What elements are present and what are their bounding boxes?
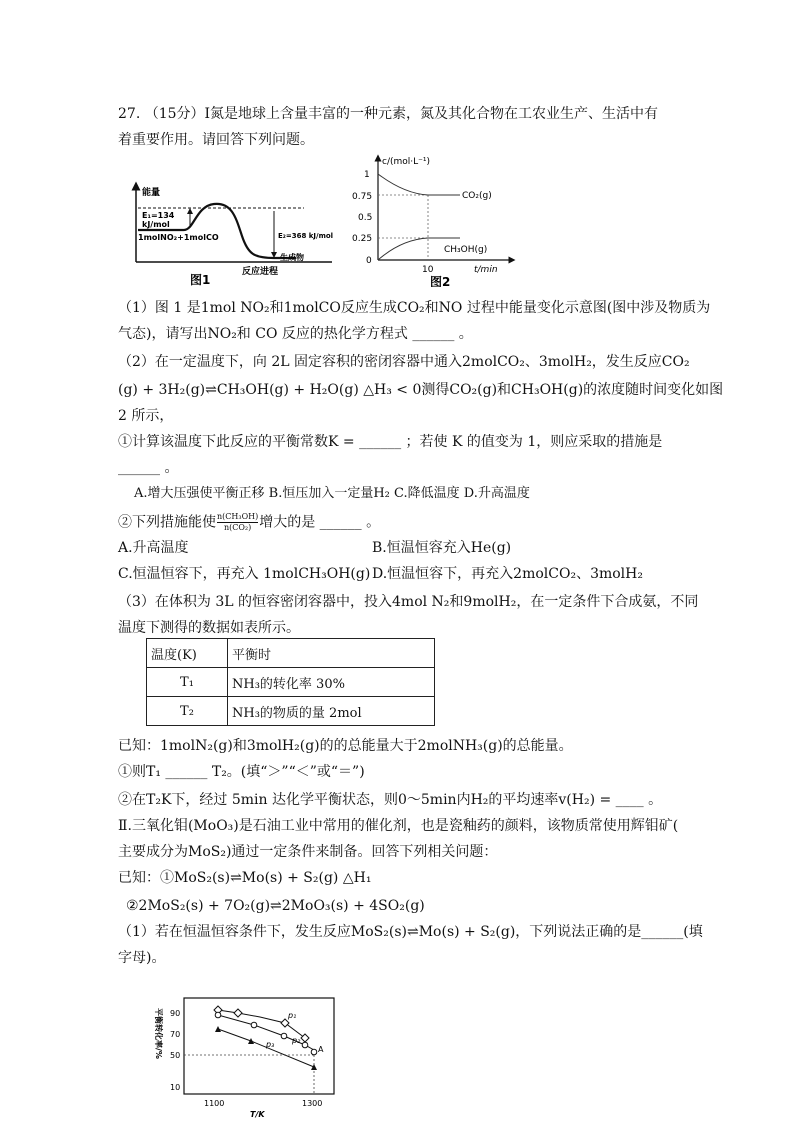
part2-known1: 已知：①MoS₂(s)⇌Mo(s) + S₂(g) △H₁: [118, 870, 372, 886]
table-cell: T₂: [147, 697, 228, 726]
q3-line2: 温度下测得的数据如表所示。: [118, 620, 300, 636]
fig3-y-axis-label: 平衡转化率/%: [154, 1008, 163, 1059]
option-a: A.升高温度: [118, 540, 189, 556]
fig3-x-tick: 1300: [302, 1099, 323, 1108]
fig3-y-tick: 50: [170, 1051, 181, 1060]
fig2-y-tick: 0.25: [352, 234, 373, 244]
part2-line2: 主要成分为MoS₂)通过一定条件来制备。回答下列相关问题：: [118, 844, 498, 860]
q2-line2: (g) + 3H₂(g)⇌CH₃OH(g) + H₂O(g) △H₃ < 0测得CO₂(g)和CH₃OH(g)的浓度随时间变化如图: [118, 382, 724, 398]
question-intro-line1: 27. （15分）Ⅰ氮是地球上含量丰富的一种元素，氮及其化合物在工农业生产、生活中有: [118, 106, 659, 122]
q2-sub1-options: A.增大压强使平衡正移 B.恒压加入一定量H₂ C.降低温度 D.升高温度: [134, 486, 530, 501]
fig3-point-label: A: [318, 1045, 324, 1054]
fig3-y-tick: 70: [170, 1030, 181, 1039]
part2-known2: ②2MoS₂(s) + 7O₂(g)⇌2MoO₃(s) + 4SO₂(g): [126, 898, 425, 914]
fig3-label-p3: p₃: [266, 1040, 275, 1049]
fig1-x-axis-label: 反应进程: [242, 267, 279, 277]
fig1-caption: 图1: [190, 273, 211, 287]
q3-known: 已知：1molN₂(g)和3molH₂(g)的的总能量大于2molNH₃(g)的总能量。: [118, 738, 573, 754]
fig2-y-tick: 0.75: [352, 192, 373, 202]
fig2-y-tick: 0.5: [358, 213, 373, 223]
option-d: D.恒温恒容下，再充入2molCO₂、3molH₂: [372, 566, 643, 582]
table-header-cell: 平衡时: [228, 639, 435, 668]
fig2-caption: 图2: [430, 275, 451, 287]
fig2-x-axis-label: t/min: [474, 265, 498, 275]
q3-line1: （3）在体积为 3L 的恒容密闭容器中，投入4mol N₂和9molH₂，在一定条件下合成氨，不同: [118, 594, 699, 610]
q1-line2: 气态)，请写出NO₂和 CO 反应的热化学方程式 ______ 。: [118, 326, 473, 342]
fig2-y-tick: 0: [366, 256, 372, 266]
q2-sub2-prefix: ②下列措施能使: [118, 514, 216, 531]
equilibrium-data-table: [146, 638, 435, 726]
fig3-label-p1: p₁: [288, 1011, 297, 1020]
table-row: [147, 697, 435, 726]
fig2-co2-label: CO₂(g): [462, 191, 492, 201]
fig1-reactants-label: 1molNO₂+1molCO: [138, 233, 219, 242]
table-cell: T₁: [147, 668, 228, 697]
fig2-ch3oh-label: CH₃OH(g): [444, 245, 488, 255]
part2-q1-line2: 字母)。: [118, 950, 166, 966]
fig2-x-tick: 10: [422, 265, 434, 275]
table-cell: NH₃的物质的量 2mol: [228, 697, 435, 726]
q2-sub2-suffix: 增大的是 ______ 。: [259, 514, 381, 531]
ratio-numerator: n(CH₃OH): [217, 512, 259, 521]
figure-2-concentration-chart: [344, 152, 524, 287]
fig3-y-tick: 10: [170, 1083, 181, 1092]
q2-sub2-question: [118, 512, 380, 533]
figure-1-energy-diagram: [124, 178, 354, 288]
fig1-e1-label: E₁=134: [142, 211, 175, 220]
fig1-e1-unit: kJ/mol: [142, 220, 170, 229]
fig1-y-axis-label: 能量: [142, 188, 161, 198]
ratio-denominator: n(CO₂): [223, 523, 252, 532]
fig3-y-tick: 90: [170, 1009, 181, 1018]
ratio-fraction: [217, 512, 258, 533]
fig2-y-axis-label: c/(mol·L⁻¹): [382, 157, 431, 167]
fig2-y-tick: 1: [364, 170, 370, 180]
part2-q1-line1: （1）若在恒温恒容条件下，发生反应MoS₂(s)⇌Mo(s) + S₂(g)，下列说法正确的是______(填: [118, 924, 703, 940]
q3-sub1: ①则T₁ ______ T₂。(填“＞”“＜”或“＝”): [118, 764, 365, 780]
fig1-products-label: 生成物: [280, 253, 304, 262]
q1-line1: （1）图 1 是1mol NO₂和1molCO反应生成CO₂和NO 过程中能量变化示意图(图中涉及物质为: [118, 300, 711, 316]
fig3-label-p2: p₂: [292, 1036, 301, 1045]
q2-sub1-line1: ①计算该温度下此反应的平衡常数K = ______ ；若使 K 的值变为 1，则应采取的措施是: [118, 434, 663, 450]
fig1-e2-label: E₂=368 kJ/mol: [278, 232, 334, 240]
table-cell: NH₃的转化率 30%: [228, 668, 435, 697]
q2-line3: 2 所示，: [118, 408, 174, 424]
q2-line1: （2）在一定温度下，向 2L 固定容积的密闭容器中通入2molCO₂、3molH₂，发生反应CO₂: [118, 354, 690, 370]
q2-sub1-line2: ______ 。: [118, 460, 179, 476]
option-c: C.恒温恒容下，再充入 1molCH₃OH(g): [118, 566, 371, 582]
table-header-row: [147, 639, 435, 668]
figure-3-conversion-chart: [148, 990, 348, 1120]
part2-line1: Ⅱ.三氧化钼(MoO₃)是石油工业中常用的催化剂，也是瓷釉药的颜料，该物质常使用辉钼矿(: [118, 818, 679, 834]
fig3-x-axis-label: T/K: [250, 1110, 265, 1119]
q3-sub2: ②在T₂K下，经过 5min 达化学平衡状态，则0～5min内H₂的平均速率v(H₂) = ____ 。: [118, 792, 663, 808]
fig3-x-tick: 1100: [204, 1099, 225, 1108]
table-row: [147, 668, 435, 697]
question-intro-line2: 着重要作用。请回答下列问题。: [118, 132, 314, 148]
table-header-cell: 温度(K): [147, 639, 228, 668]
option-b: B.恒温恒容充入He(g): [372, 540, 512, 556]
